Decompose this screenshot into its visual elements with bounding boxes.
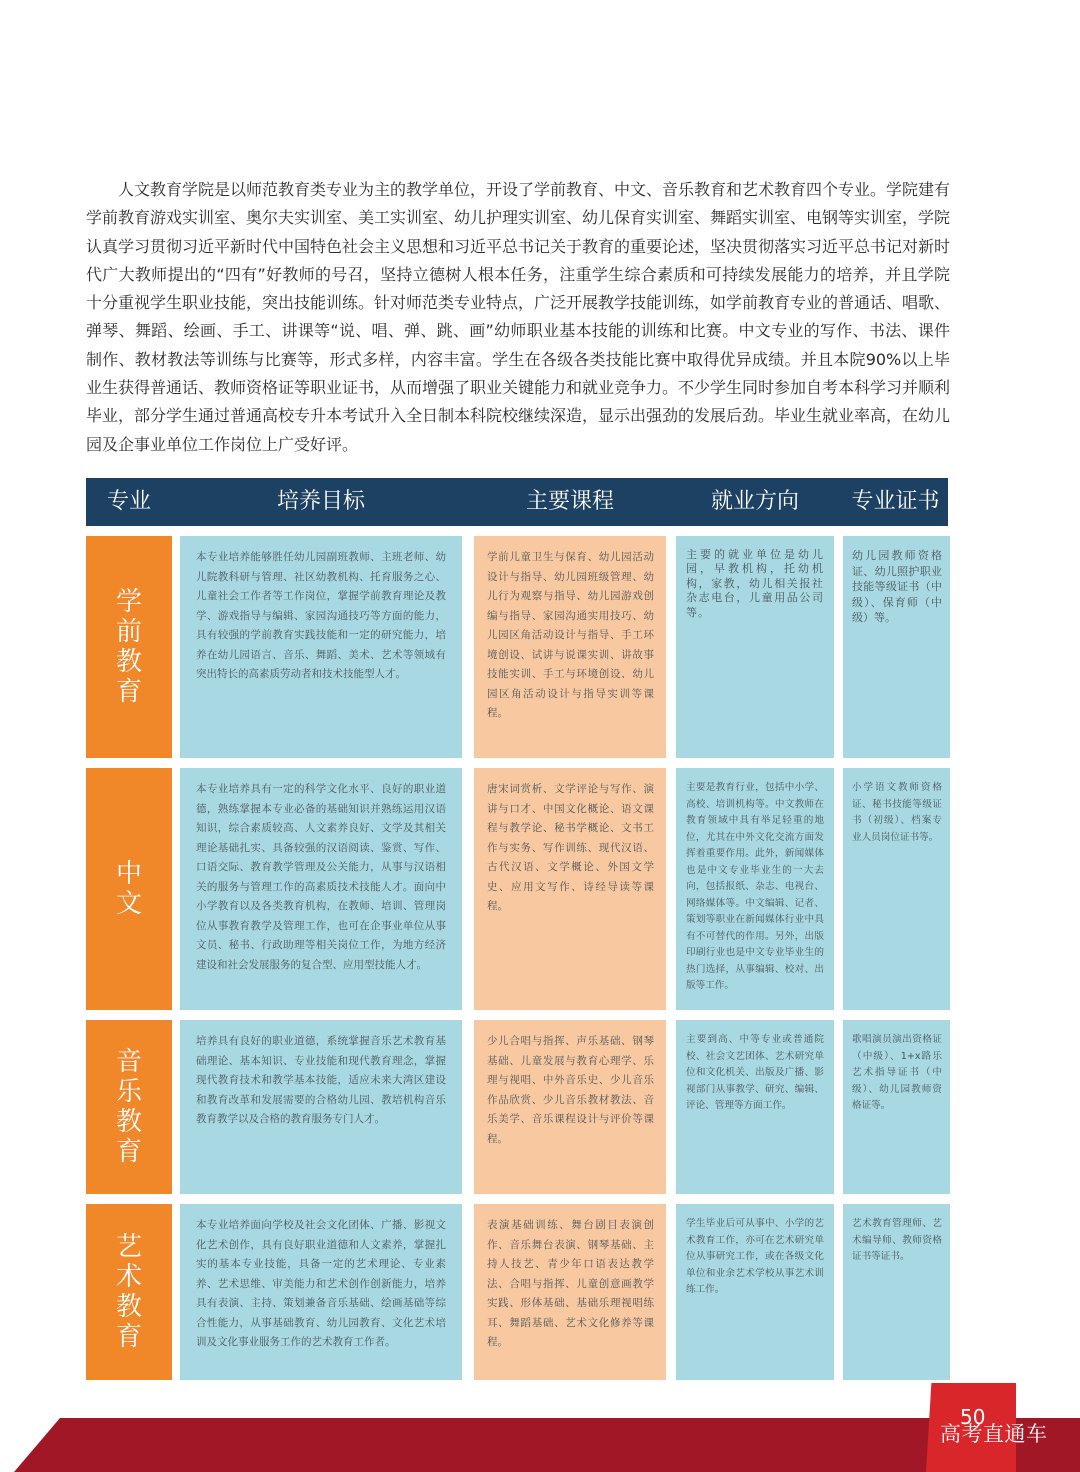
courses-cell: 少儿合唱与指挥、声乐基础、钢琴基础、儿童发展与教育心理学、乐理与视唱、中外音乐史、少儿音乐作品欣赏、少儿音乐教材教法、音乐美学、音乐课程设计与评价等课程。 <box>474 1020 666 1194</box>
major-label-cell <box>86 1204 172 1380</box>
jobs-cell: 学生毕业后可从事中、小学的艺术教育工作，亦可在艺术研究单位从事研究工作，或在各级文化单位和业余艺术学校从事艺术训练工作。 <box>676 1204 834 1380</box>
jobs-cell: 主要的就业单位是幼儿园，早教机构，托幼机构，家教，幼儿相关报社杂志电台，儿童用品公司等。 <box>676 536 834 758</box>
certs-cell: 小学语文教师资格证、秘书技能等级证书（初级）、档案专业人员岗位证书等。 <box>843 768 950 1010</box>
major-label-cell <box>86 768 172 1010</box>
intro-paragraph: 人文教育学院是以师范教育类专业为主的教学单位，开设了学前教育、中文、音乐教育和艺术教育四个专业。学院建有学前教育游戏实训室、奥尔夫实训室、美工实训室、幼儿护理实训室、幼儿保育实训室、舞蹈实训室、电钢等实训室，学院认真学习贯彻习近平新时代中国特色社会主义思想和习近平总书记关于教育的重要论述，坚决贯彻落实习近平总书记对新时代广大教师提出的“四有”好教师的号召，坚持立德树人根本任务，注重学生综合素质和可持续发展能力的培养，并且学院十分重视学生职业技能，突出技能训练。针对师范类专业特点，广泛开展教学技能训练，如学前教育专业的普通话、唱歌、弹琴、舞蹈、绘画、手工、讲课等“说、唱、弹、跳、画”幼师职业基本技能的训练和比赛。中文专业的写作、书法、课件制作、教材教法等训练与比赛等，形式多样，内容丰富。学生在各级各类技能比赛中取得优异成绩。并且本院90%以上毕业生获得普通话、教师资格证等职业证书，从而增强了职业关键能力和就业竞争力。不少学生同时参加自考本科学习并顺利毕业，部分学生通过普通高校专升本考试升入全日制本科院校继续深造，显示出强劲的发展后劲。毕业生就业率高，在幼儿园及企事业单位工作岗位上广受好评。 <box>86 180 951 454</box>
goal-cell: 培养具有良好的职业道德，系统掌握音乐艺术教育基础理论、基本知识、专业技能和现代教育理念，掌握现代教育技术和教学基本技能，适应未来大湾区建设和教育改革和发展需要的合格幼儿园、教培机构音乐教育教学以及合格的教育服务专门人才。 <box>180 1020 462 1194</box>
major-label: 学前教育 <box>115 587 142 707</box>
table-row-chinese <box>86 768 950 1010</box>
header-jobs: 就业方向 <box>710 489 799 514</box>
jobs-cell: 主要到高、中等专业或普通院校、社会文艺团体、艺术研究单位和文化机关、出版及广播、影视部门从事教学、研究、编辑、评论、管理等方面工作。 <box>676 1020 834 1194</box>
courses-cell: 表演基础训练、舞台剧目表演创作、音乐舞台表演、钢琴基础、主持人技艺、青少年口语表达教学法、合唱与指挥、儿童创意画教学实践、形体基础、基础乐理视唱练耳、舞蹈基础、艺术文化修养等课程。 <box>474 1204 666 1380</box>
jobs-cell: 主要是教育行业，包括中小学、高校、培训机构等。中文教师在教育领域中具有举足轻重的地位，尤其在中外文化交流方面发挥着重要作用。此外，新闻媒体也是中文专业毕业生的一大去向，包括报纸、杂志、电视台、网络媒体等。中文编辑、记者、策划等职业在新闻媒体行业中具有不可替代的作用。另外，出版印刷行业也是中文专业毕业生的热门选择，从事编辑、校对、出版等工作。 <box>676 768 834 1010</box>
table-row-preschool <box>86 536 950 758</box>
major-label: 中文 <box>115 859 142 919</box>
courses-cell: 学前儿童卫生与保育、幼儿园活动设计与指导、幼儿园班级管理、幼儿行为观察与指导、幼儿园游戏创编与指导、家园沟通实用技巧、幼儿园区角活动设计与指导、手工环境创设、试讲与说课实训、讲故事技能实训、手工与环境创设、幼儿园区角活动设计与指导实训等课程。 <box>474 536 666 758</box>
table-row-art <box>86 1204 950 1380</box>
page-number: 50 <box>960 1405 986 1429</box>
footer-band-tip <box>14 1418 60 1472</box>
goal-cell: 本专业培养面向学校及社会文化团体、广播、影视文化艺术创作，具有良好职业道德和人文素养，掌握扎实的基本专业技能，具备一定的艺术理论、专业素养、艺术思维、审美能力和艺术创作创新能力，培养具有表演、主持、策划兼备音乐基础、绘画基础等综合性能力，从事基础教育、幼儿园教育、文化艺术培训及文化事业服务工作的艺术教育工作者。 <box>180 1204 462 1380</box>
major-label-cell <box>86 1020 172 1194</box>
header-certs: 专业证书 <box>851 489 940 514</box>
certs-cell: 艺术教育管理师、艺术编导师、教师资格证书等证书。 <box>843 1204 950 1380</box>
header-goal: 培养目标 <box>276 489 365 514</box>
courses-cell: 唐宋词赏析、文学评论与写作、演讲与口才、中国文化概论、语文课程与教学论、秘书学概论、文书工作与实务、写作训练、现代汉语、古代汉语、文学概论、外国文学史、应用文写作、诗经导读等课程。 <box>474 768 666 1010</box>
certs-cell: 歌唱演员演出资格证（中级）、1+x路乐艺术指导证书（中级）、幼儿园教师资格证等。 <box>843 1020 950 1194</box>
certs-cell: 幼儿园教师资格证、幼儿照护职业技能等级证书（中级）、保育师（中级）等。 <box>843 536 950 758</box>
table-header <box>86 478 948 526</box>
major-label: 音乐教育 <box>115 1047 142 1167</box>
table-row-music <box>86 1020 950 1194</box>
header-courses: 主要课程 <box>525 489 614 514</box>
header-major: 专业 <box>106 489 151 514</box>
major-label-cell <box>86 536 172 758</box>
major-label: 艺术教育 <box>115 1232 142 1352</box>
goal-cell: 本专业培养具有一定的科学文化水平、良好的职业道德，熟练掌握本专业必备的基础知识并熟练运用汉语知识，综合素质较高、人文素养良好、文学及其相关理论基础扎实、具备较强的汉语阅读、鉴赏、写作、口语交际、教育教学管理及公关能力，从事与汉语相关的服务与管理工作的高素质技术技能人才。面向中小学教育以及各类教育机构，在教师、培训、管理岗位从事教育教学及管理工作，也可在企事业单位从事文员、秘书、行政助理等相关岗位工作，为地方经济建设和社会发展服务的复合型、应用型技能人才。 <box>180 768 462 1010</box>
watermark-text: 高考直通车 <box>940 1422 1048 1446</box>
goal-cell: 本专业培养能够胜任幼儿园副班教师、主班老师、幼儿院教科研与管理、社区幼教机构、托育服务之心、儿童社会工作者等工作岗位，掌握学前教育理论及教学、游戏指导与编辑、家园沟通技巧等方面的能力，具有较强的学前教育实践技能和一定的研究能力，培养在幼儿园语言、音乐、舞蹈、美术、艺术等领域有突出特长的高素质劳动者和技术技能型人才。 <box>180 536 462 758</box>
